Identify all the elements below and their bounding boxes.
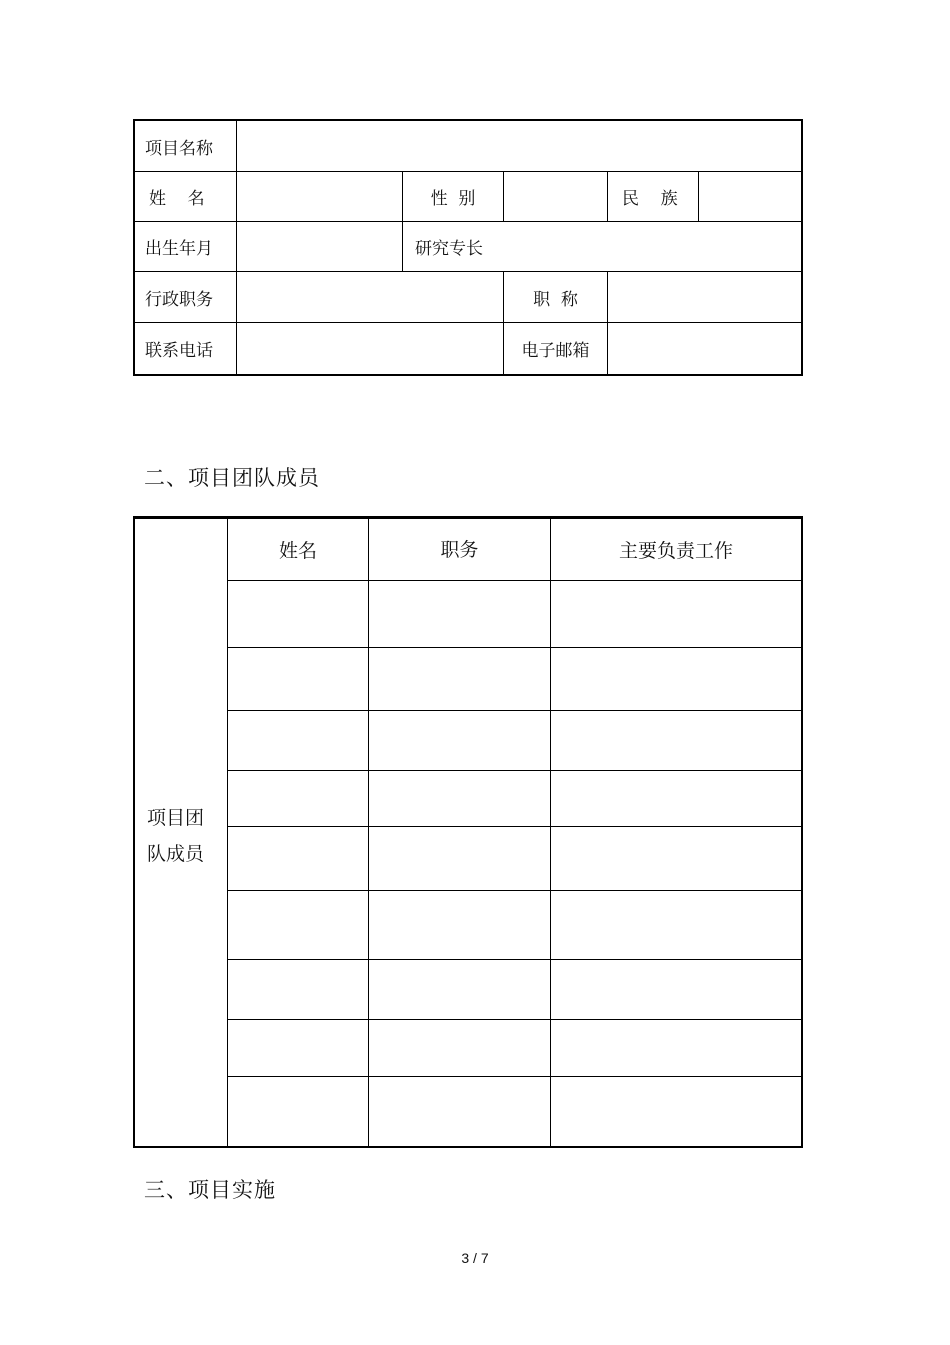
column-header-responsibility: 主要负责工作 xyxy=(618,540,733,562)
member-2-responsibility-field[interactable] xyxy=(551,648,801,710)
member-4-name-field[interactable] xyxy=(228,771,368,826)
project-name-field[interactable] xyxy=(237,121,801,171)
member-2-name-field[interactable] xyxy=(228,648,368,710)
member-6-name-field[interactable] xyxy=(228,891,368,959)
gender-label: 性 别 xyxy=(430,189,476,209)
team-members-table xyxy=(133,516,803,1148)
member-5-responsibility-field[interactable] xyxy=(551,827,801,890)
phone-label: 联系电话 xyxy=(145,341,213,361)
research-specialty-field[interactable] xyxy=(504,222,801,271)
professional-title-label: 职 称 xyxy=(533,289,578,310)
member-2-position-field[interactable] xyxy=(369,648,550,710)
member-8-responsibility-field[interactable] xyxy=(551,1020,801,1076)
birth-date-label: 出生年月 xyxy=(145,239,213,259)
member-6-position-field[interactable] xyxy=(369,891,550,959)
member-7-responsibility-field[interactable] xyxy=(551,960,801,1019)
member-3-position-field[interactable] xyxy=(369,711,550,770)
member-3-responsibility-field[interactable] xyxy=(551,711,801,770)
member-3-name-field[interactable] xyxy=(228,711,368,770)
member-6-responsibility-field[interactable] xyxy=(551,891,801,959)
admin-post-field[interactable] xyxy=(237,272,503,322)
gender-field[interactable] xyxy=(504,172,607,221)
admin-post-label: 行政职务 xyxy=(145,289,213,310)
member-9-position-field[interactable] xyxy=(369,1077,550,1146)
applicant-info-table xyxy=(133,119,803,376)
section-heading-implementation: 三、项目实施 xyxy=(144,1178,276,1202)
section-heading-team: 二、项目团队成员 xyxy=(144,466,320,490)
side-label-line-1: 项目团 xyxy=(147,807,205,829)
member-4-responsibility-field[interactable] xyxy=(551,771,801,826)
member-1-position-field[interactable] xyxy=(369,581,550,647)
column-header-name: 姓名 xyxy=(278,540,317,562)
name-label: 姓 名 xyxy=(149,189,205,209)
member-5-name-field[interactable] xyxy=(228,827,368,890)
member-8-name-field[interactable] xyxy=(228,1020,368,1076)
member-8-position-field[interactable] xyxy=(369,1020,550,1076)
column-header-position: 职务 xyxy=(440,538,479,561)
birth-date-field[interactable] xyxy=(237,222,402,271)
member-7-name-field[interactable] xyxy=(228,960,368,1019)
team-members-side-label xyxy=(135,800,229,872)
member-1-responsibility-field[interactable] xyxy=(551,581,801,647)
email-field[interactable] xyxy=(608,323,801,374)
page-number: 3 / 7 xyxy=(461,1250,489,1266)
member-5-position-field[interactable] xyxy=(369,827,550,890)
phone-field[interactable] xyxy=(237,323,503,374)
ethnicity-label: 民 族 xyxy=(622,189,678,209)
project-name-label: 项目名称 xyxy=(145,138,213,159)
professional-title-field[interactable] xyxy=(608,272,801,322)
email-label: 电子邮箱 xyxy=(521,341,590,361)
member-9-name-field[interactable] xyxy=(228,1077,368,1146)
research-specialty-label: 研究专长 xyxy=(415,239,483,259)
member-9-responsibility-field[interactable] xyxy=(551,1077,801,1146)
side-label-line-2: 队成员 xyxy=(147,843,205,865)
ethnicity-field[interactable] xyxy=(699,172,801,221)
member-7-position-field[interactable] xyxy=(369,960,550,1019)
name-field[interactable] xyxy=(237,172,402,221)
member-1-name-field[interactable] xyxy=(228,581,368,647)
member-4-position-field[interactable] xyxy=(369,771,550,826)
